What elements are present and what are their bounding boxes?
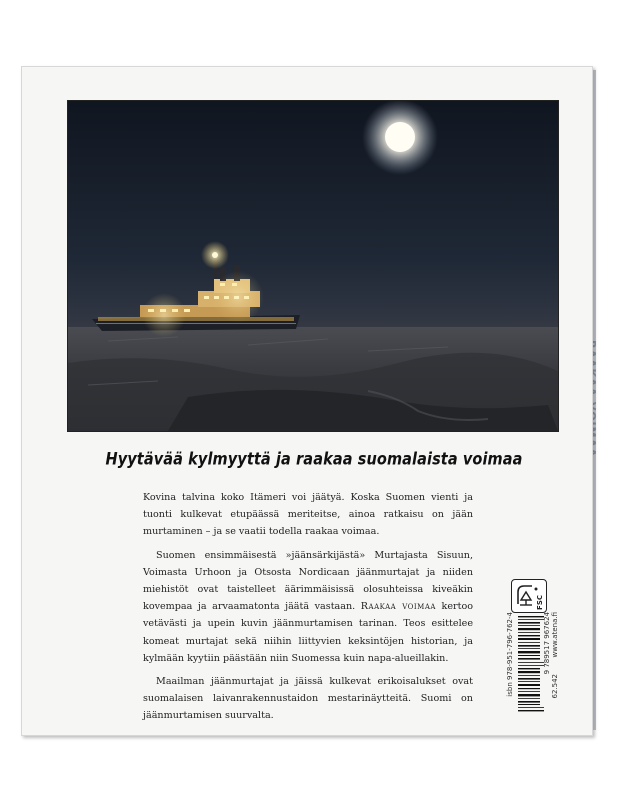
blurb-paragraph-3: Maailman jäänmurtajat ja jäissä kulkevat erikoisalukset ovat suomalaisen laivanrakennustaidon mestarinäytteitä. Suomi on jäänmurtamisen suurvalta. xyxy=(143,676,473,722)
blurb-paragraph-2-start: Suomen ensimmäisestä »jäänsärkijästä» Murtajasta Sisuun, Voimasta Urhoon ja Otsosta Nordicaan jäänmurtajat ja niiden miehistöt ovat taistelleet äärimmäisissä olosuhteissa kiveäkin kovempaa ja arvaamatonta jäätä vastaan. xyxy=(143,549,473,613)
blurb-text xyxy=(143,489,473,731)
blurb-paragraph-1: Kovina talvina koko Itämeri voi jäätyä. Koska Suomen vienti ja tuonti kulkevat etupäässä meriteitse, ainoa ratkaisu on jään murtaminen – ja se vaatii todella raakaa voimaa. xyxy=(143,492,473,538)
barcode-digits: 9 789517 967624 xyxy=(543,612,551,675)
isbn-text: isbn 978-951-796-762-4 xyxy=(506,612,514,697)
icebreaker-photo xyxy=(67,100,559,432)
product-code: 62.542 xyxy=(551,674,559,699)
book-title-inline: Raakaa voimaa xyxy=(360,601,436,613)
blurb-paragraph-2 xyxy=(143,547,473,667)
fsc-logo xyxy=(511,579,547,613)
back-cover-headline: Hyytävää kylmyyttä ja raakaa suomalaista voimaa xyxy=(105,450,523,470)
icebreaker-at-night-icon xyxy=(68,101,558,431)
publisher-site: www.atena.fi xyxy=(551,612,559,658)
blurb-paragraph-2-end: kertoo vetävästi ja upein kuvin jäänmurtamisen tarinan. Teos esittelee komeat murtajat sekä niihin liittyvien keksintöjen historian, ja kylmään kyytiin päästään niin Suomessa kuin napa-alueillakin. xyxy=(143,601,474,664)
fsc-label: FSC xyxy=(536,595,544,610)
isbn-barcode xyxy=(506,612,558,722)
